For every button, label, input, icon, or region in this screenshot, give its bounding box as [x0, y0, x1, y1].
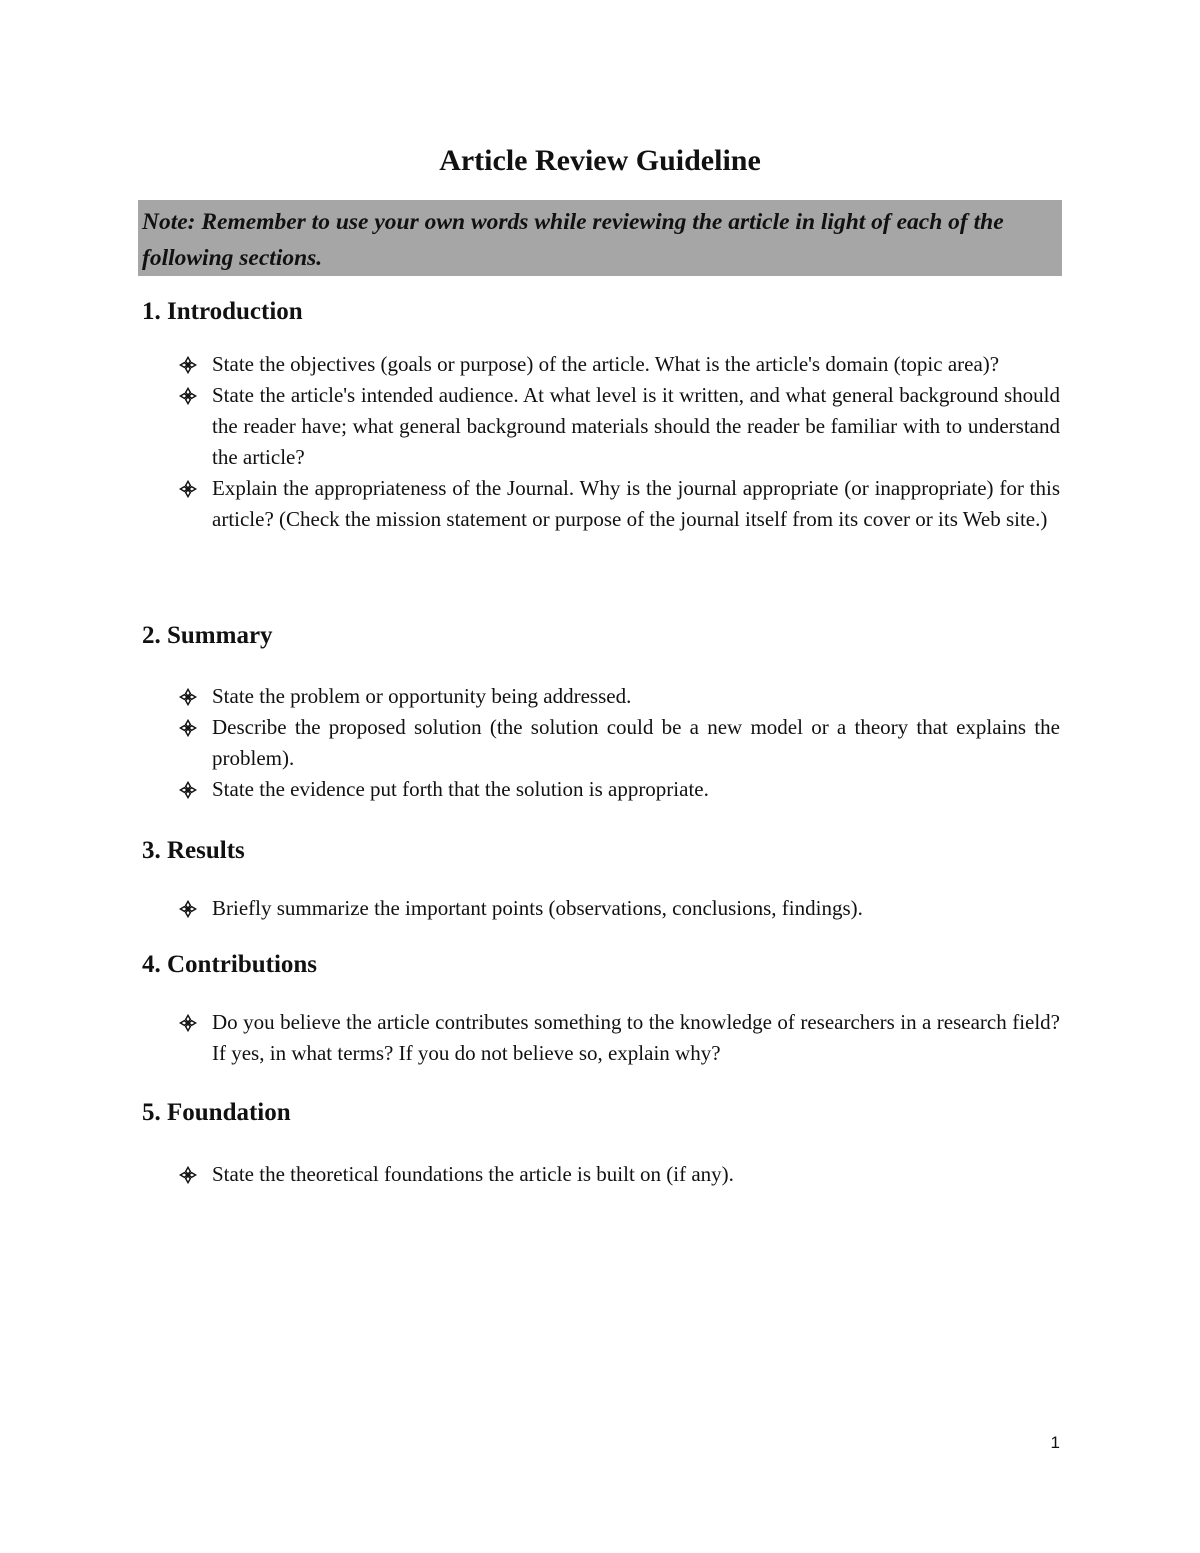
four-diamond-star-icon [176, 681, 200, 712]
contributions-list [176, 1007, 1060, 1069]
section-heading-summary: 2. Summary [142, 622, 273, 649]
list-item-text: State the objectives (goals or purpose) of the article. What is the article's domain (topic area)? [212, 352, 1000, 376]
list-item [176, 712, 1060, 774]
list-item-text: Describe the proposed solution (the solution could be a new model or a theory that explains the problem). [212, 715, 1060, 770]
page-title: Article Review Guideline [439, 144, 761, 177]
list-item-text: Explain the appropriateness of the Journal. Why is the journal appropriate (or inappropriate) for this article? (Check the mission statement or purpose of the journal itself from its cover or its Web site.) [212, 476, 1060, 531]
summary-list [176, 681, 1060, 805]
list-item-text: State the problem or opportunity being addressed. [212, 684, 632, 708]
note-callout: Note: Remember to use your own words while reviewing the article in light of each of the following sections. [138, 200, 1062, 276]
four-diamond-star-icon [176, 1159, 200, 1190]
list-item [176, 473, 1060, 535]
section-heading-results: 3. Results [142, 837, 245, 864]
list-item-text: State the theoretical foundations the article is built on (if any). [212, 1162, 734, 1186]
list-item [176, 349, 1060, 380]
list-item [176, 681, 1060, 712]
foundation-list [176, 1159, 1060, 1190]
list-item-text: State the article's intended audience. At what level is it written, and what general background should the reader have; what general background materials should the reader be familiar with to understand the article? [212, 383, 1060, 469]
section-heading-contributions: 4. Contributions [142, 951, 318, 978]
section-heading-introduction: 1. Introduction [142, 298, 303, 325]
results-list [176, 893, 1060, 924]
four-diamond-star-icon [176, 1007, 200, 1038]
list-item-text: Briefly summarize the important points (observations, conclusions, findings). [212, 896, 863, 920]
list-item [176, 774, 1060, 805]
list-item-text: State the evidence put forth that the solution is appropriate. [212, 777, 709, 801]
list-item-text: Do you believe the article contributes something to the knowledge of researchers in a research field? If yes, in what terms? If you do not believe so, explain why? [212, 1010, 1060, 1065]
list-item [176, 1159, 1060, 1190]
introduction-list [176, 349, 1060, 535]
list-item [176, 1007, 1060, 1069]
list-item [176, 893, 1060, 924]
four-diamond-star-icon [176, 712, 200, 743]
list-item [176, 380, 1060, 473]
four-diamond-star-icon [176, 473, 200, 504]
four-diamond-star-icon [176, 893, 200, 924]
four-diamond-star-icon [176, 380, 200, 411]
section-heading-foundation: 5. Foundation [142, 1099, 291, 1126]
four-diamond-star-icon [176, 774, 200, 805]
four-diamond-star-icon [176, 349, 200, 380]
page-number: 1 [1050, 1433, 1060, 1452]
